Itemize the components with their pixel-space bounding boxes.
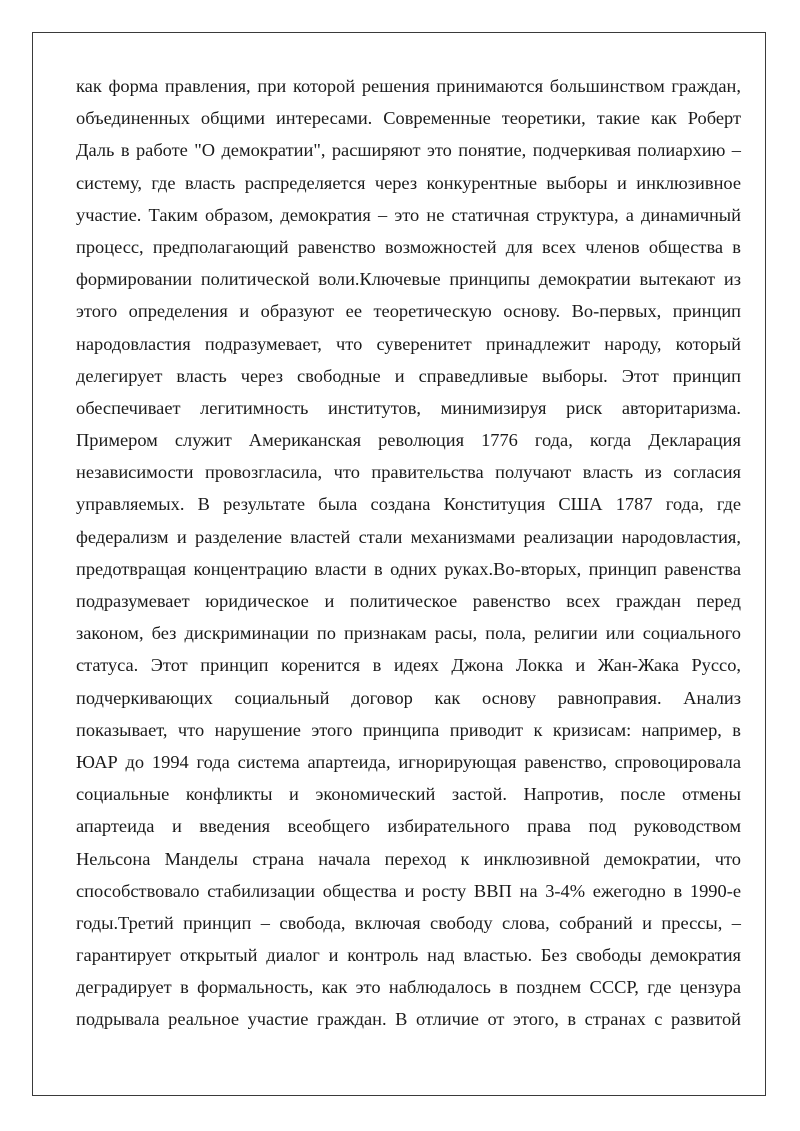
text-line: апартеида и введения всеобщего избирательного права под руководством (76, 816, 741, 837)
text-line: Даль в работе "О демократии", расширяют это понятие, подчеркивая полиархию – (76, 140, 741, 161)
text-line: управляемых. В результате была создана Конституция США 1787 года, где (76, 494, 741, 515)
text-line: деградирует в формальность, как это наблюдалось в позднем СССР, где цензура (76, 977, 741, 998)
text-line: как форма правления, при которой решения принимаются большинством граждан, (76, 76, 741, 96)
text-line: систему, где власть распределяется через конкурентные выборы и инклюзивное (76, 172, 741, 193)
text-line: годы.Третий принцип – свобода, включая свободу слова, собраний и прессы, – (76, 912, 741, 933)
text-line: объединенных общими интересами. Современные теоретики, такие как Роберт (76, 108, 741, 129)
text-line: обеспечивает легитимность институтов, минимизируя риск авторитаризма. (76, 397, 741, 418)
text-line: процесс, предполагающий равенство возможностей для всех членов общества в (76, 236, 741, 257)
text-line: Примером служит Американская революция 1776 года, когда Декларация (76, 430, 741, 451)
text-line: подчеркивающих социальный договор как основу равноправия. Анализ (76, 687, 741, 708)
text-line: статуса. Этот принцип коренится в идеях Джона Локка и Жан-Жака Руссо, (76, 655, 741, 676)
text-line: участие. Таким образом, демократия – это не статичная структура, а динамичный (76, 204, 741, 225)
text-line: подрывала реальное участие граждан. В отличие от этого, в странах с развитой (76, 1009, 741, 1030)
text-line: делегирует власть через свободные и справедливые выборы. Этот принцип (76, 365, 741, 386)
text-line: предотвращая концентрацию власти в одних руках.Во-вторых, принцип равенства (76, 558, 741, 579)
text-line: федерализм и разделение властей стали механизмами реализации народовластия, (76, 526, 741, 547)
text-line: народовластия подразумевает, что суверенитет принадлежит народу, который (76, 333, 741, 354)
text-line: независимости провозгласила, что правительства получают власть из согласия (76, 462, 741, 483)
text-line: социальные конфликты и экономический застой. Напротив, после отмены (76, 784, 741, 805)
text-line: подразумевает юридическое и политическое равенство всех граждан перед (76, 591, 741, 611)
text-line: гарантирует открытый диалог и контроль над властью. Без свободы демократия (76, 945, 741, 966)
text-line: формировании политической воли.Ключевые принципы демократии вытекают из (76, 269, 741, 290)
text-line: законом, без дискриминации по признакам расы, пола, религии или социального (76, 623, 741, 644)
text-line: этого определения и образуют ее теоретическую основу. Во-первых, принцип (76, 301, 741, 322)
document-body (76, 70, 741, 1036)
text-line: способствовало стабилизации общества и росту ВВП на 3-4% ежегодно в 1990-е (76, 880, 741, 901)
text-line: показывает, что нарушение этого принципа приводит к кризисам: например, в (76, 719, 741, 740)
text-line: ЮАР до 1994 года система апартеида, игнорирующая равенство, спровоцировала (76, 751, 741, 772)
text-line: Нельсона Манделы страна начала переход к инклюзивной демократии, что (76, 848, 741, 869)
